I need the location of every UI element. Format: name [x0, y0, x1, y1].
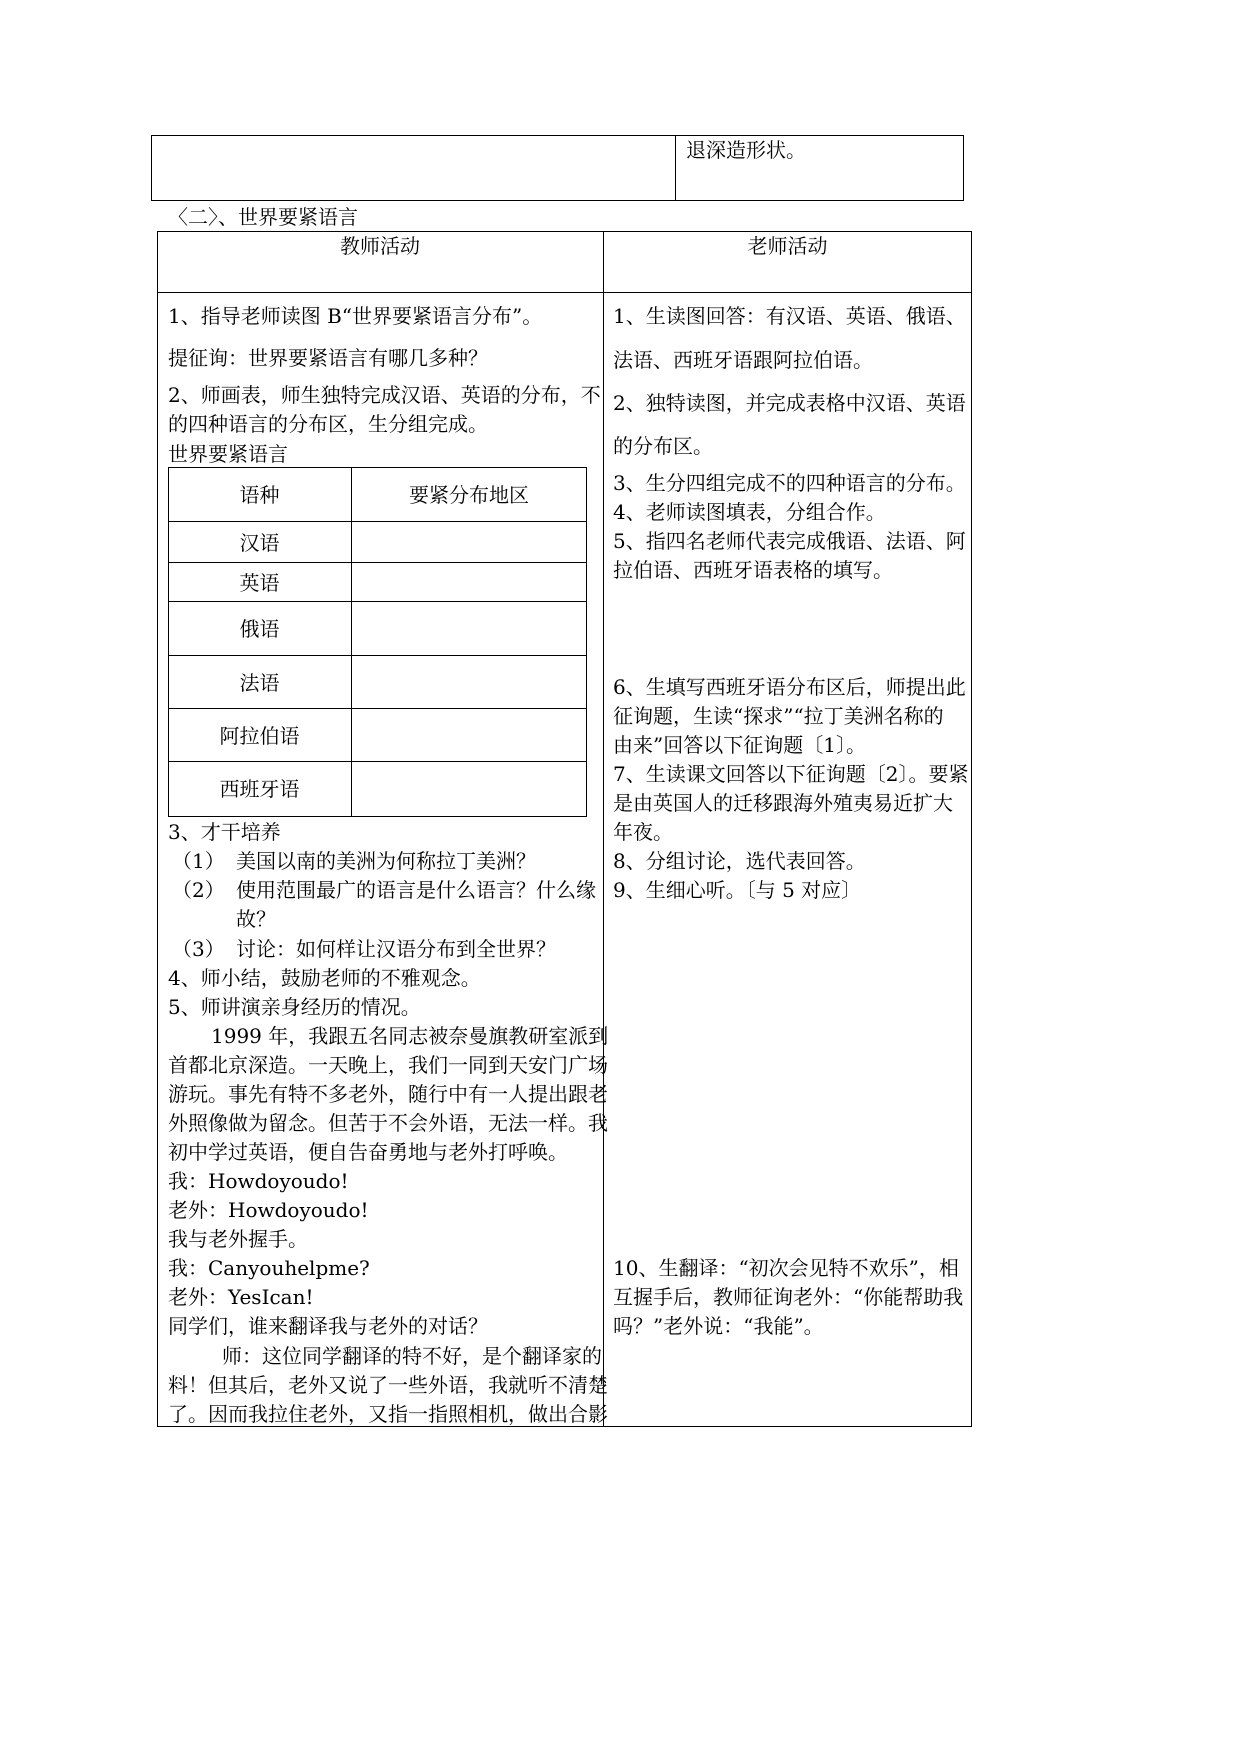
- question-2b: 故？: [236, 907, 276, 931]
- dialog-line: 老外：YesIcan!: [168, 1285, 314, 1309]
- left-item-5: 5、师讲演亲身经历的情况。: [168, 995, 421, 1019]
- right-item-1b: 法语、西班牙语跟阿拉伯语。: [613, 348, 873, 372]
- right-item-6b: 征询题，生读“探求”“拉丁美洲名称的: [613, 704, 944, 728]
- dialog-line: 我与老外握手。: [168, 1227, 308, 1251]
- question-3: 讨论：如何样让汉语分布到全世界？: [236, 937, 556, 961]
- main-table-header-rule: [157, 292, 972, 293]
- language-cell: 阿拉伯语: [219, 724, 300, 748]
- language-cell: 西班牙语: [219, 777, 300, 801]
- question-1: 美国以南的美洲为何称拉丁美洲？: [236, 849, 536, 873]
- right-item-10a: 10、生翻译：“初次会见特不欢乐”，相: [613, 1256, 959, 1280]
- right-item-10b: 互握手后，教师征询老外：“你能帮助我: [613, 1285, 964, 1309]
- right-item-2a: 2、独特读图，并完成表格中汉语、英语: [613, 391, 966, 415]
- section-title: 〈二〉、世界要紧语言: [168, 205, 358, 229]
- question-2a: 使用范围最广的语言是什么语言？什么缘: [236, 878, 596, 902]
- story-line: 1999 年，我跟五名同志被奈曼旗教研室派到: [211, 1024, 609, 1048]
- right-item-5a: 5、指四名老师代表完成俄语、法语、阿: [613, 529, 966, 553]
- left-item-1: 1、指导老师读图 B“世界要紧语言分布”。: [168, 304, 543, 328]
- right-item-5b: 拉伯语、西班牙语表格的填写。: [613, 558, 893, 582]
- language-table-rule: [168, 708, 587, 709]
- story-line: 初中学过英语，便自告奋勇地与老外打呼唤。: [168, 1140, 568, 1164]
- language-cell: 法语: [239, 671, 280, 695]
- header-left: 教师活动: [340, 234, 420, 258]
- story-line: 外照像做为留念。但苦于不会外语，无法一样。我: [168, 1111, 608, 1135]
- language-table-header-1: 语种: [239, 483, 280, 507]
- right-item-8: 8、分组讨论，选代表回答。: [613, 849, 866, 873]
- language-table-rule: [168, 521, 587, 522]
- left-item-2a: 2、师画表，师生独特完成汉语、英语的分布，不: [168, 383, 601, 407]
- dialog-line: 我：Canyouhelpme?: [168, 1256, 370, 1280]
- right-item-6a: 6、生填写西班牙语分布区后，师提出此: [613, 675, 966, 699]
- right-item-3: 3、生分四组完成不的四种语言的分布。: [613, 471, 966, 495]
- dialog-line: 同学们，谁来翻译我与老外的对话？: [168, 1314, 488, 1338]
- inner-table-title: 世界要紧语言: [168, 442, 288, 466]
- right-item-6c: 由来”回答以下征询题〔1〕。: [613, 733, 866, 757]
- language-table-rule: [168, 562, 587, 563]
- right-item-10c: 吗？”老外说：“我能”。: [613, 1314, 824, 1338]
- header-right: 老师活动: [747, 234, 828, 258]
- language-cell: 汉语: [239, 531, 280, 555]
- main-table-divider: [603, 231, 604, 1427]
- story-line: 游玩。事先有特不多老外，随行中有一人提出跟老: [168, 1082, 608, 1106]
- left-item-3: 3、才干培养: [168, 820, 281, 844]
- language-table: [168, 467, 587, 817]
- question-1-number: （1）: [172, 849, 225, 873]
- dialog-line: 我：Howdoyoudo!: [168, 1169, 349, 1193]
- left-item-2b: 的四种语言的分布区，生分组完成。: [168, 412, 488, 436]
- left-question: 提征询：世界要紧语言有哪几多种？: [168, 346, 488, 370]
- language-table-header-2: 要紧分布地区: [409, 483, 529, 507]
- question-3-number: （3）: [172, 937, 225, 961]
- right-item-7b: 是由英国人的迁移跟海外殖夷易近扩大: [613, 791, 953, 815]
- top-table-right-cell: 退深造形状。: [686, 138, 806, 162]
- language-cell: 俄语: [239, 617, 280, 641]
- ending-line: 料！但其后，老外又说了一些外语，我就听不清楚: [168, 1373, 608, 1397]
- right-item-2b: 的分布区。: [613, 434, 713, 458]
- language-cell: 英语: [239, 571, 280, 595]
- top-table-divider: [675, 135, 676, 201]
- right-item-4: 4、老师读图填表，分组合作。: [613, 500, 886, 524]
- ending-line: 了。因而我拉住老外，又指一指照相机，做出合影: [168, 1402, 608, 1426]
- language-table-divider: [351, 467, 352, 817]
- left-item-4: 4、师小结，鼓励老师的不雅观念。: [168, 966, 481, 990]
- ending-line: 师：这位同学翻译的特不好，是个翻译家的: [222, 1344, 602, 1368]
- question-2-number: （2）: [172, 878, 225, 902]
- language-table-rule: [168, 655, 587, 656]
- right-item-7c: 年夜。: [613, 820, 673, 844]
- right-item-1a: 1、生读图回答：有汉语、英语、俄语、: [613, 304, 966, 328]
- dialog-line: 老外：Howdoyoudo!: [168, 1198, 369, 1222]
- language-table-rule: [168, 761, 587, 762]
- right-item-9: 9、生细心听。〔与 5 对应〕: [613, 878, 862, 902]
- right-item-7a: 7、生读课文回答以下征询题〔2〕。要紧: [613, 762, 969, 786]
- language-table-rule: [168, 601, 587, 602]
- story-line: 首都北京深造。一天晚上，我们一同到天安门广场: [168, 1053, 608, 1077]
- top-table: [151, 135, 964, 201]
